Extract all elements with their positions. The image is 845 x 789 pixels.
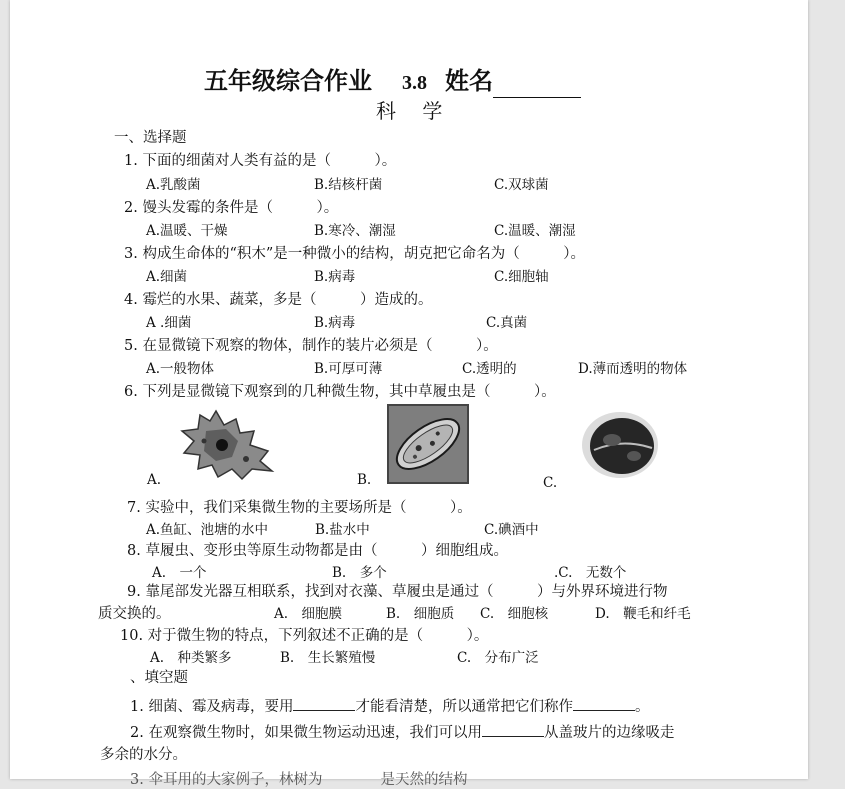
option[interactable]: D.薄而透明的物体 xyxy=(578,361,688,377)
section-heading-fill: 、填空题 xyxy=(130,670,188,686)
option[interactable]: B.盐水中 xyxy=(315,522,370,538)
option[interactable]: A. xyxy=(147,472,162,488)
title-date: 3.8 xyxy=(402,72,427,94)
paramecium-image xyxy=(388,405,468,483)
option[interactable]: A. 种类繁多 xyxy=(150,650,232,666)
option[interactable]: B. 生长繁殖慢 xyxy=(280,650,376,666)
question-stem: 8. 草履虫、变形虫等原生动物都是由（ ）细胞组成。 xyxy=(127,543,508,559)
question-stem: 2. 馒头发霉的条件是（ ）。 xyxy=(124,200,339,216)
question-stem: 10. 对于微生物的特点，下列叙述不正确的是（ ）。 xyxy=(120,628,489,644)
option[interactable]: A .细菌 xyxy=(146,315,192,331)
question-stem: 9. 靠尾部发光器互相联系，找到对衣藻、草履虫是通过（ ）与外界环境进行物 xyxy=(127,584,668,600)
question-stem: 6. 下列是显微镜下观察到的几种微生物，其中草履虫是（ ）。 xyxy=(124,384,556,400)
fill-question-continued: 多余的水分。 xyxy=(100,747,187,763)
title-text: 五年级综合作业 xyxy=(204,67,372,95)
question-stem: 5. 在显微镜下观察的物体，制作的装片必须是（ ）。 xyxy=(124,338,498,354)
question-stem: 7. 实验中，我们采集微生物的主要场所是（ ）。 xyxy=(127,500,472,516)
option[interactable]: B.寒冷、潮湿 xyxy=(314,223,396,239)
fill-blank[interactable] xyxy=(573,696,635,711)
fill-blank[interactable] xyxy=(482,722,544,737)
option[interactable]: A.鱼缸、池塘的水中 xyxy=(146,522,269,538)
question-stem-continued: 质交换的。 xyxy=(98,606,171,622)
option[interactable]: C.细胞轴 xyxy=(494,269,549,285)
option[interactable]: .C. 无数个 xyxy=(554,565,627,581)
option[interactable]: D. 鞭毛和纤毛 xyxy=(595,606,691,622)
option[interactable]: C.透明的 xyxy=(462,361,517,377)
option[interactable]: B. xyxy=(357,472,372,488)
subject-heading: 科 学 xyxy=(376,99,453,123)
option[interactable]: A.细菌 xyxy=(146,269,188,285)
fill-question xyxy=(130,722,674,742)
page-title xyxy=(204,66,581,98)
fill-question xyxy=(130,696,649,716)
option[interactable]: A.温暖、干燥 xyxy=(146,223,228,239)
fill-text: 2. 在观察微生物时，如果微生物运动迅速，我们可以用 xyxy=(130,725,482,741)
option[interactable]: C. 分布广泛 xyxy=(457,650,539,666)
section-heading-choice: 一、选择题 xyxy=(114,130,187,146)
amoeba-image xyxy=(176,407,276,481)
bacterium-image xyxy=(580,410,660,480)
question-stem: 4. 霉烂的水果、蔬菜，多是（ ）造成的。 xyxy=(124,292,433,308)
cutoff-line: 3. 伞耳用的大家例子，林树为 是天然的结构 xyxy=(130,772,468,788)
option[interactable]: C. xyxy=(543,475,558,491)
option[interactable]: C.温暖、潮湿 xyxy=(494,223,576,239)
document-page xyxy=(10,0,808,788)
option[interactable]: A.一般物体 xyxy=(146,361,215,377)
option[interactable]: A.乳酸菌 xyxy=(146,177,201,193)
question-stem: 3. 构成生命体的“积木”是一种微小的结构，胡克把它命名为（ ）。 xyxy=(124,246,586,262)
fill-text: 才能看清楚，所以通常把它们称作 xyxy=(355,699,573,715)
name-blank[interactable] xyxy=(493,77,581,98)
option[interactable]: B.结核杆菌 xyxy=(314,177,383,193)
option[interactable]: B. 细胞质 xyxy=(386,606,455,622)
option[interactable]: A. 一个 xyxy=(152,565,207,581)
option[interactable]: B.病毒 xyxy=(314,269,356,285)
fill-text: 。 xyxy=(634,699,650,715)
option[interactable]: C.真菌 xyxy=(486,315,528,331)
fill-text: 从盖玻片的边缘吸走 xyxy=(543,725,675,741)
option[interactable]: B.病毒 xyxy=(314,315,356,331)
option[interactable]: C.碘酒中 xyxy=(484,522,539,538)
fill-text: 1. 细菌、霉及病毒，要用 xyxy=(130,699,294,715)
option[interactable]: B.可厚可薄 xyxy=(314,361,383,377)
question-stem: 1. 下面的细菌对人类有益的是（ ）。 xyxy=(124,153,397,169)
option[interactable]: A. 细胞膜 xyxy=(274,606,343,622)
option[interactable]: C.双球菌 xyxy=(494,177,549,193)
name-label: 姓名 xyxy=(445,67,493,95)
option[interactable]: C. 细胞核 xyxy=(480,606,549,622)
fill-blank[interactable] xyxy=(293,696,355,711)
option[interactable]: B. 多个 xyxy=(332,565,387,581)
